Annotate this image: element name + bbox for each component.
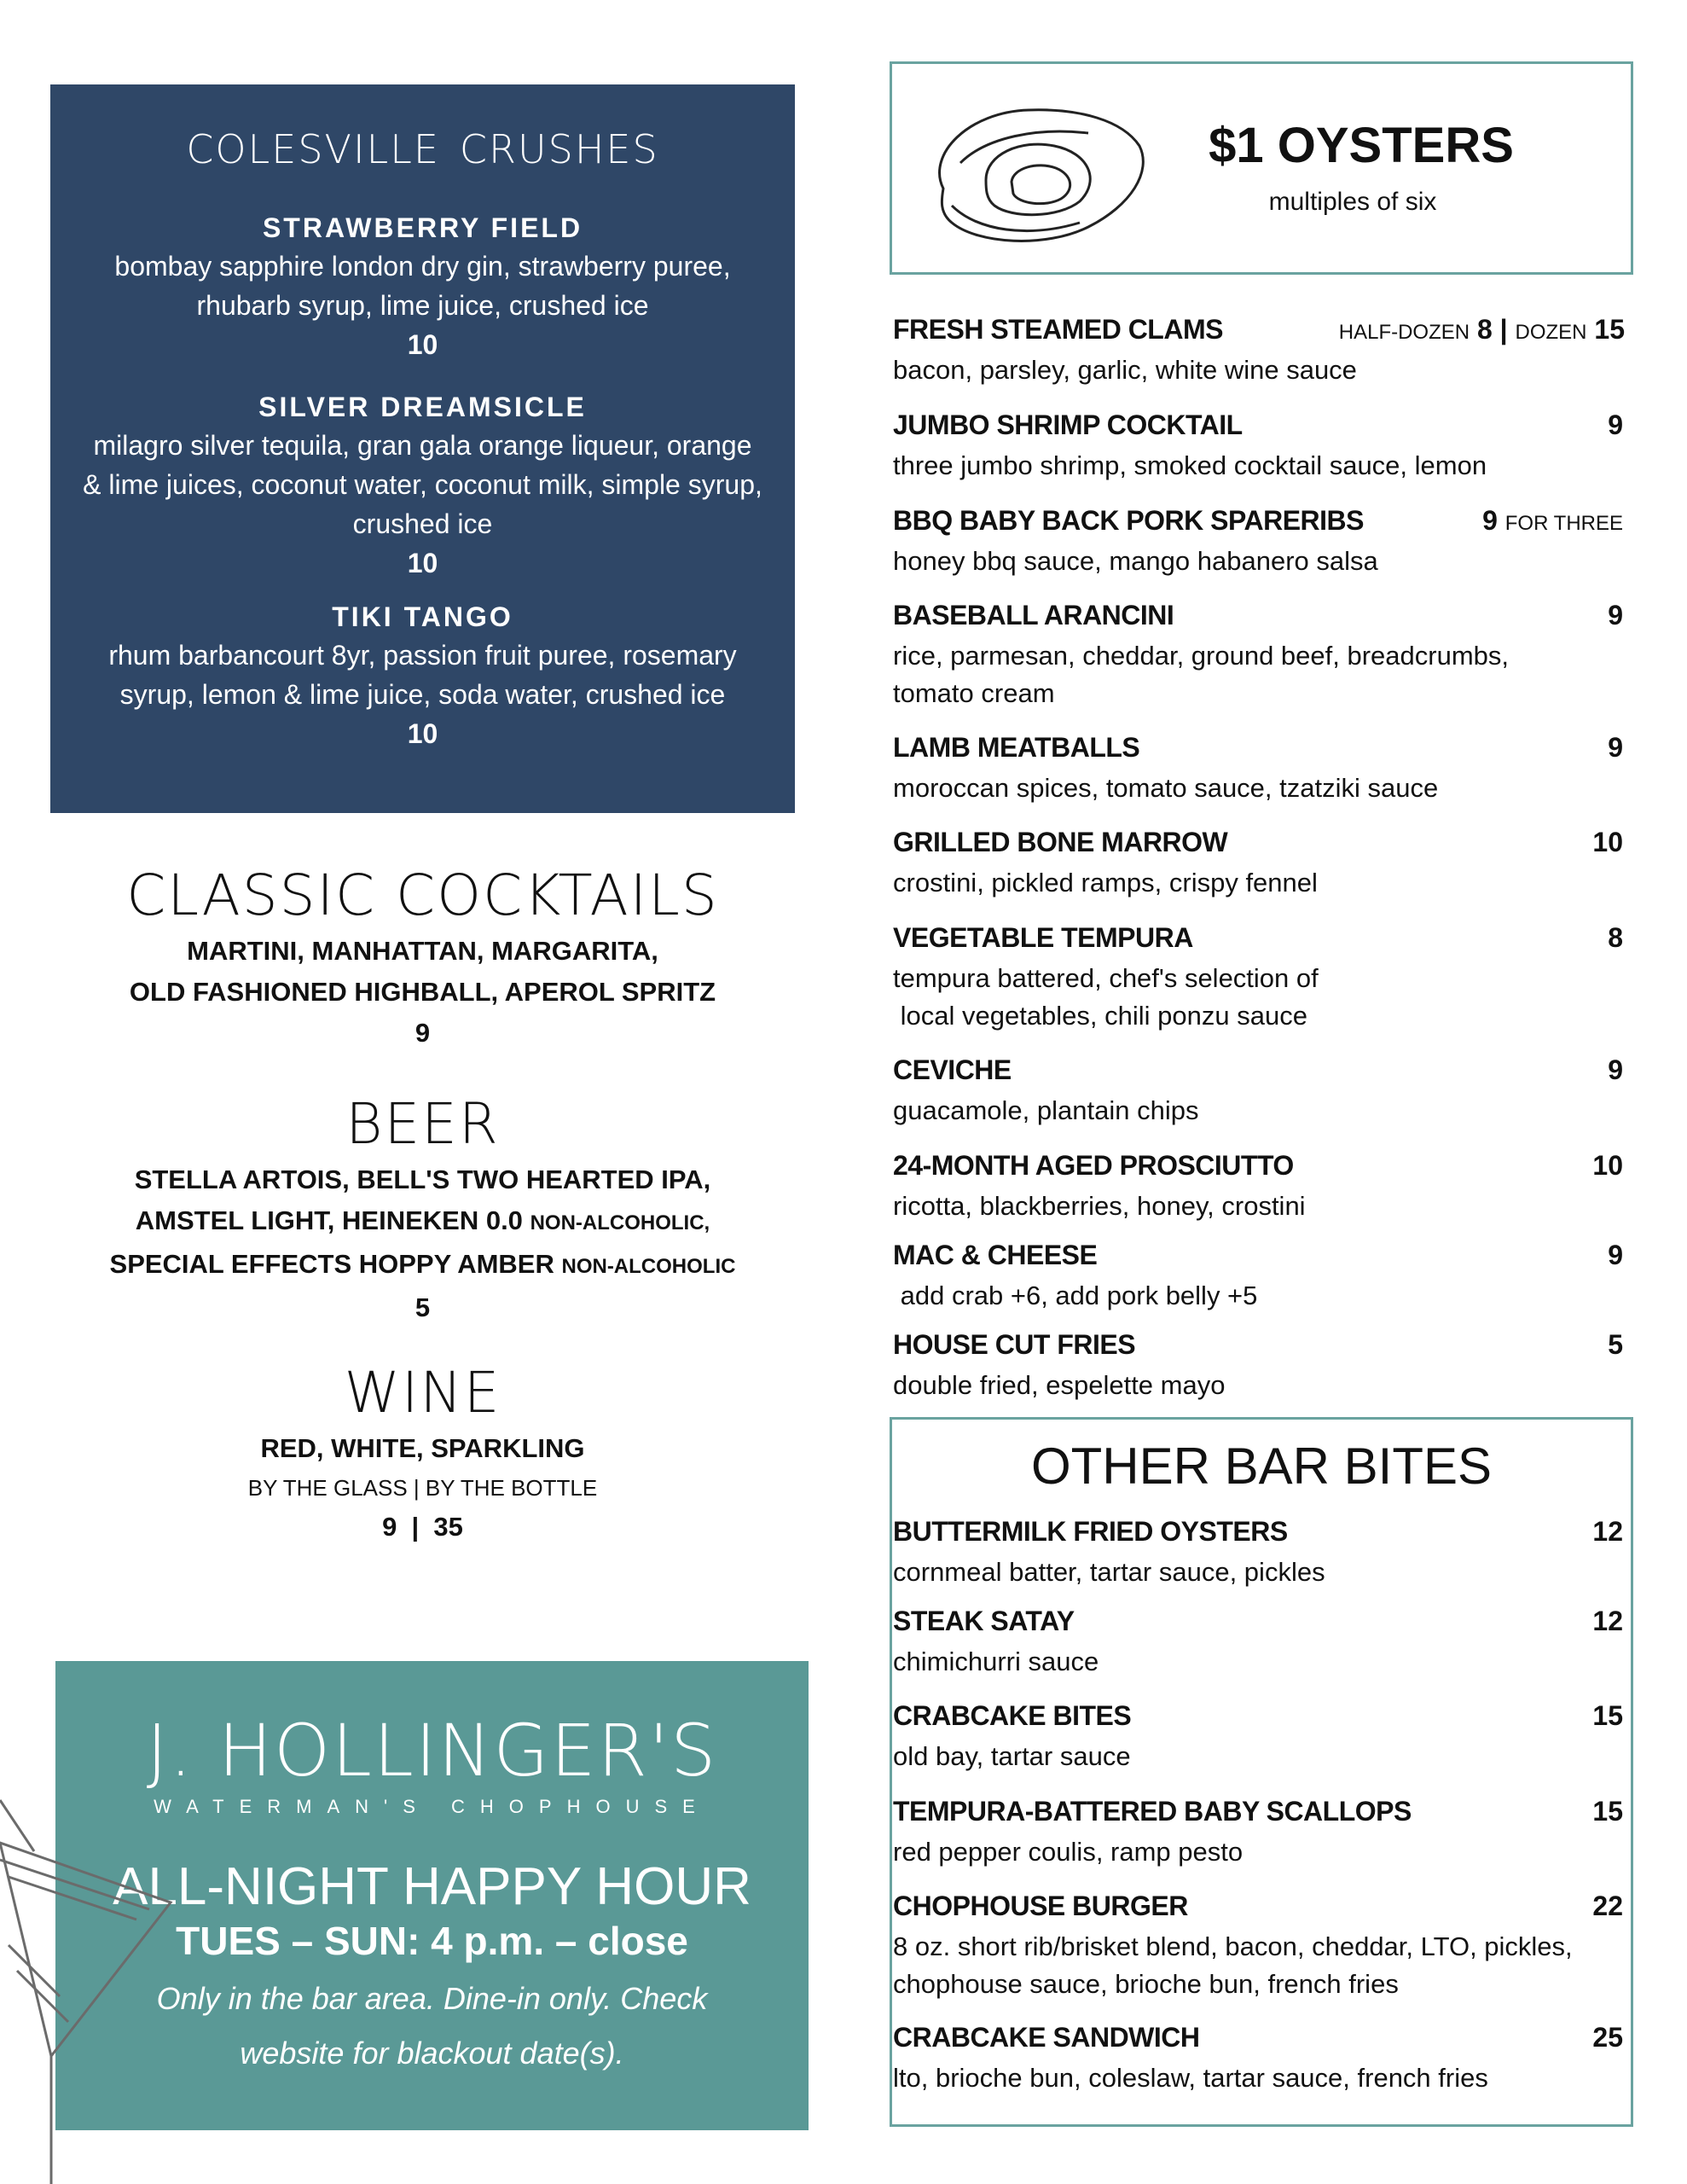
item-name: FRESH STEAMED CLAMS — [893, 314, 1223, 345]
beer-note: NON-ALCOHOLIC, — [530, 1211, 710, 1234]
crush-name: SILVER DREAMSICLE — [258, 392, 587, 422]
crush-item — [50, 598, 795, 753]
wine-section — [50, 1360, 795, 1548]
beer-price: 5 — [415, 1292, 431, 1322]
oyster-icon — [918, 86, 1148, 257]
wine-title: WINE — [344, 1360, 501, 1426]
item-name: CRABCAKE SANDWICH — [893, 2022, 1200, 2053]
brand-logo: J. HOLLINGER'S — [146, 1709, 718, 1792]
item-description: rice, parmesan, cheddar, ground beef, breadcrumbs, tomato cream — [893, 641, 1510, 708]
menu-item-arancini — [893, 600, 1632, 712]
martini-glass-icon — [0, 1774, 188, 2184]
item-price: 15 — [1592, 1700, 1623, 1731]
happy-hour-note: website for blackout date(s). — [240, 2036, 624, 2071]
item-price: 8 — [1608, 922, 1623, 953]
item-description: 8 oz. short rib/brisket blend, bacon, cheddar, LTO, pickles, chophouse sauce, brioche bun, french fries — [893, 1931, 1573, 1999]
item-price: 12 — [1592, 1606, 1623, 1636]
item-description: red pepper coulis, ramp pesto — [893, 1837, 1244, 1867]
menu-item-tempura — [893, 922, 1632, 1035]
item-description: cornmeal batter, tartar sauce, pickles — [893, 1557, 1325, 1587]
menu-item-crabcake-sandwich — [893, 2022, 1632, 2097]
item-name: VEGETABLE TEMPURA — [893, 922, 1193, 953]
beer-line: STELLA ARTOIS, BELL'S TWO HEARTED IPA, — [134, 1165, 711, 1194]
menu-item-marrow — [893, 827, 1632, 902]
item-name: BBQ BABY BACK PORK SPARERIBS — [893, 505, 1364, 536]
happy-hour-note: Only in the bar area. Dine-in only. Check — [156, 1981, 708, 2016]
oysters-box — [890, 61, 1633, 275]
brand-subtitle: WATERMAN'S CHOPHOUSE — [154, 1796, 710, 1817]
item-name: STEAK SATAY — [893, 1606, 1075, 1636]
item-price: 10 — [1592, 1150, 1623, 1181]
crush-price: 10 — [407, 548, 438, 578]
item-price: 9 — [1608, 410, 1623, 440]
classic-cocktails-title: CLASSIC COCKTAILS — [126, 863, 719, 928]
item-description: double fried, espelette mayo — [893, 1370, 1226, 1400]
item-name: BUTTERMILK FRIED OYSTERS — [893, 1516, 1288, 1547]
item-description: old bay, tartar sauce — [893, 1741, 1131, 1771]
crush-name: STRAWBERRY FIELD — [262, 212, 583, 243]
menu-item-burger — [893, 1891, 1632, 2003]
item-price: 5 — [1608, 1329, 1623, 1360]
item-name: CRABCAKE BITES — [893, 1700, 1132, 1731]
item-description: ricotta, blackberries, honey, crostini — [893, 1191, 1306, 1221]
item-name: JUMBO SHRIMP COCKTAIL — [893, 410, 1243, 440]
item-description: honey bbq sauce, mango habanero salsa — [893, 546, 1378, 576]
item-name: TEMPURA-BATTERED BABY SCALLOPS — [893, 1796, 1412, 1827]
item-name: CHOPHOUSE BURGER — [893, 1891, 1188, 1921]
item-name: CEVICHE — [893, 1054, 1012, 1085]
beer-line — [50, 1244, 795, 1287]
item-name: BASEBALL ARANCINI — [893, 600, 1174, 630]
classic-cocktails-line: OLD FASHIONED HIGHBALL, APEROL SPRITZ — [129, 977, 716, 1007]
item-name: 24-MONTH AGED PROSCIUTTO — [893, 1150, 1294, 1181]
item-price: 9 — [1608, 732, 1623, 763]
item-description: three jumbo shrimp, smoked cocktail sauce, lemon — [893, 450, 1487, 480]
menu-item-shrimp — [893, 410, 1632, 485]
beer-line — [50, 1200, 795, 1244]
colesville-crushes-panel — [50, 84, 795, 813]
item-price: HALF-DOZEN 8 | DOZEN 15 — [1338, 314, 1625, 345]
happy-hour-title: ALL-NIGHT HAPPY HOUR — [113, 1857, 751, 1916]
item-description: crostini, pickled ramps, crispy fennel — [893, 868, 1318, 897]
item-description: lto, brioche bun, coleslaw, tartar sauce, french fries — [893, 2063, 1488, 2093]
classic-cocktails-line: MARTINI, MANHATTAN, MARGARITA, — [187, 936, 658, 966]
item-price: 10 — [1592, 827, 1623, 857]
menu-item-crabcake-bites — [893, 1700, 1632, 1775]
item-description: bacon, parsley, garlic, white wine sauce — [893, 355, 1357, 385]
item-price: 15 — [1592, 1796, 1623, 1827]
menu-item-ceviche — [893, 1054, 1632, 1130]
other-bar-bites-title: OTHER BAR BITES — [1030, 1438, 1493, 1495]
item-price: 25 — [1592, 2022, 1623, 2053]
item-description: chimichurri sauce — [893, 1647, 1099, 1676]
menu-item-clams — [893, 314, 1632, 389]
crush-item — [50, 209, 795, 364]
item-price: 9 — [1608, 1054, 1623, 1085]
crush-name: TIKI TANGO — [332, 601, 513, 632]
beer-note: NON-ALCOHOLIC — [561, 1255, 736, 1278]
crush-price: 10 — [407, 718, 438, 749]
crush-price: 10 — [407, 329, 438, 360]
crush-description: rhum barbancourt 8yr, passion fruit puree, rosemary syrup, lemon & lime juice, soda water, crushed ice — [108, 640, 737, 710]
item-price: 9 FOR THREE — [1482, 505, 1623, 536]
menu-item-prosciutto — [893, 1150, 1632, 1225]
item-name: MAC & CHEESE — [893, 1240, 1098, 1270]
item-name: LAMB MEATBALLS — [893, 732, 1140, 763]
beer-name: SPECIAL EFFECTS HOPPY AMBER — [109, 1249, 554, 1279]
item-price: 22 — [1592, 1891, 1623, 1921]
beer-title: BEER — [345, 1091, 500, 1157]
classic-cocktails-section — [50, 863, 795, 1054]
menu-item-meatballs — [893, 732, 1632, 807]
menu-item-mac — [893, 1240, 1632, 1315]
crush-description: bombay sapphire london dry gin, strawberry puree, rhubarb syrup, lime juice, crushed ice — [114, 251, 731, 321]
menu-item-ribs — [893, 505, 1632, 580]
menu-item-fries — [893, 1329, 1632, 1404]
item-name: GRILLED BONE MARROW — [893, 827, 1228, 857]
item-price: 12 — [1592, 1516, 1623, 1547]
wine-line: RED, WHITE, SPARKLING — [260, 1433, 585, 1463]
happy-hour-days: TUES – SUN: 4 p.m. – close — [176, 1919, 688, 1963]
crush-description: milagro silver tequila, gran gala orange liqueur, orange & lime juices, coconut water, coconut milk, simple syrup, crushed ice — [83, 430, 762, 539]
classic-cocktails-price: 9 — [415, 1018, 431, 1048]
oysters-subtitle: multiples of six — [1268, 188, 1437, 216]
crushes-title: colesville crushes — [186, 111, 659, 177]
menu-item-steak-satay — [893, 1606, 1632, 1681]
menu-item-scallops — [893, 1796, 1632, 1871]
item-description: guacamole, plantain chips — [893, 1095, 1199, 1125]
beer-section — [50, 1091, 795, 1328]
item-description: moroccan spices, tomato sauce, tzatziki sauce — [893, 773, 1439, 803]
item-description: add crab +6, add pork belly +5 — [893, 1281, 1258, 1310]
menu-item-fried-oysters — [893, 1516, 1632, 1591]
oysters-title: $1 OYSTERS — [1209, 118, 1514, 173]
item-name: HOUSE CUT FRIES — [893, 1329, 1136, 1360]
crush-item — [50, 388, 795, 583]
item-price: 9 — [1608, 600, 1623, 630]
item-description: tempura battered, chef's selection of local vegetables, chili ponzu sauce — [893, 963, 1319, 1031]
beer-name: AMSTEL LIGHT, HEINEKEN 0.0 — [135, 1205, 523, 1235]
wine-sub: BY THE GLASS | BY THE BOTTLE — [247, 1475, 598, 1501]
item-price: 9 — [1608, 1240, 1623, 1270]
wine-price: 9 | 35 — [382, 1512, 463, 1542]
